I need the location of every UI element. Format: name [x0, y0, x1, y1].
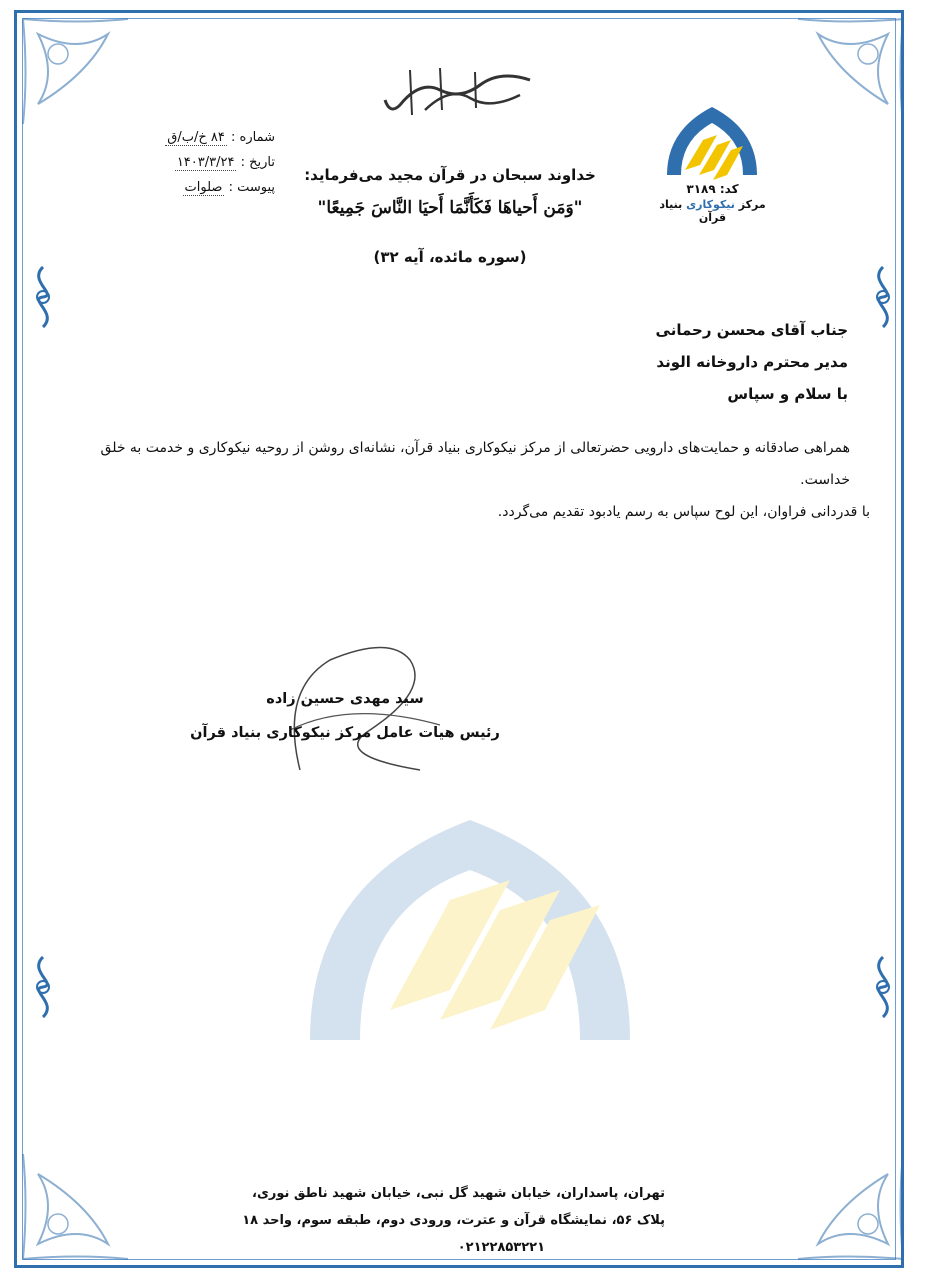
logo-name-highlight: نیکوکاری — [686, 198, 735, 211]
footer-address — [240, 1180, 665, 1261]
basmala-calligraphy-icon — [380, 60, 540, 124]
quote-verse: "وَمَن أَحياهَا فَكَأَنَّمَا أَحيَا النَّاسَ جَمِيعًا" — [317, 198, 583, 218]
quote-reference: (سوره مائده، آیه ۳۲) — [373, 248, 527, 266]
logo-name — [650, 198, 775, 224]
meta-attachment-row — [140, 175, 275, 200]
letter-meta — [140, 125, 275, 200]
addressee-block — [448, 314, 848, 410]
addressee-position: مدیر محترم داروخانه الوند — [656, 353, 848, 371]
body-paragraph-1: همراهی صادقانه و حمایت‌های دارویی حضرتعالی از مرکز نیکوکاری بنیاد قرآن، نشانه‌ای روشن از روحیه نیکوکاری و خدمت به خلق خداست. — [100, 440, 850, 488]
signatory-title: رئیس هیات عامل مرکز نیکوکاری بنیاد قرآن — [190, 725, 500, 741]
letter-body — [58, 432, 870, 528]
meta-number-row — [140, 125, 275, 150]
meta-number-value: ۸۴ خ/ب/ق — [167, 130, 225, 145]
meta-date-label: تاریخ : — [240, 155, 275, 170]
address-line-1: تهران، پاسداران، خیابان شهید گل نبی، خیابان شهید ناطق نوری، — [252, 1186, 665, 1201]
meta-date-row — [140, 150, 275, 175]
meta-attachment-value: صلوات — [184, 180, 223, 195]
knot-ornament-icon — [866, 955, 900, 1019]
signatory-block — [180, 682, 510, 750]
addressee-name: جناب آقای محسن رحمانی — [655, 321, 848, 339]
knot-ornament-icon — [866, 265, 900, 329]
phone-number: ۰۲۱۲۲۸۵۳۲۲۱ — [457, 1240, 545, 1255]
body-paragraph-2: با قدردانی فراوان، این لوح سپاس به رسم یادبود تقدیم می‌گردد. — [497, 504, 870, 520]
corner-ornament-icon — [18, 14, 138, 134]
quote-intro: خداوند سبحان در قرآن مجید می‌فرماید: — [304, 166, 596, 184]
logo-name-prefix: مرکز — [734, 198, 766, 211]
knot-ornament-icon — [26, 265, 60, 329]
greeting: با سلام و سپاس — [727, 385, 848, 403]
signatory-name: سید مهدی حسین زاده — [266, 691, 424, 707]
logo-code: کد: ۳۱۸۹ — [686, 182, 739, 196]
meta-number-label: شماره : — [231, 130, 275, 145]
corner-ornament-icon — [788, 14, 908, 134]
meta-date-value: ۱۴۰۳/۳/۲۴ — [176, 155, 235, 170]
knot-ornament-icon — [26, 955, 60, 1019]
address-line-2: پلاک ۵۶، نمایشگاه قرآن و عترت، ورودی دوم، طبقه سوم، واحد ۱۸ — [242, 1213, 665, 1228]
logo-name-suffix: بنیاد قرآن — [659, 198, 727, 224]
meta-attachment-label: پیوست : — [228, 180, 275, 195]
corner-ornament-icon — [788, 1144, 908, 1264]
corner-ornament-icon — [18, 1144, 138, 1264]
